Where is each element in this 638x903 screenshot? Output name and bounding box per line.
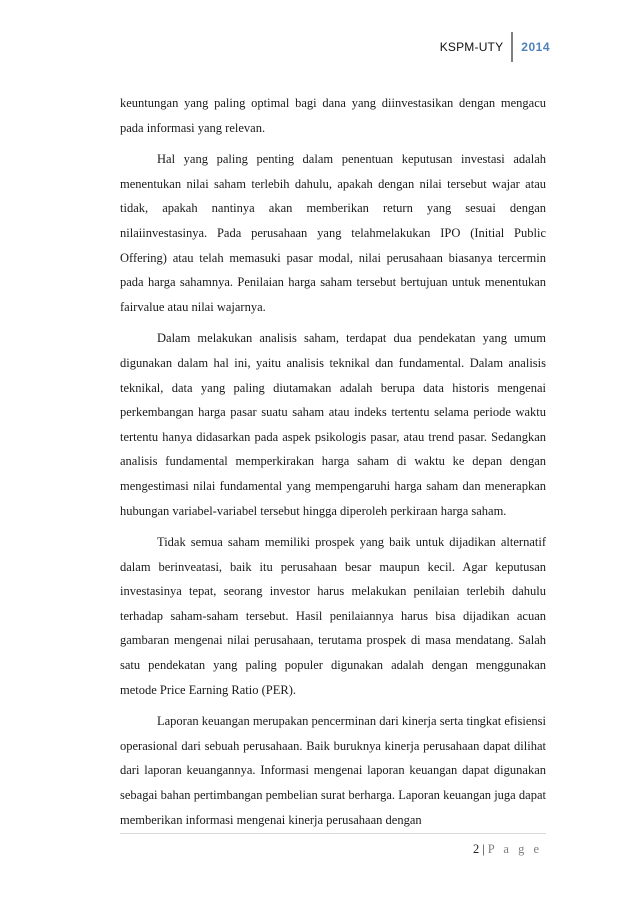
footer-divider xyxy=(120,833,546,834)
body-text xyxy=(120,91,546,839)
paragraph-1: keuntungan yang paling optimal bagi dana yang diinvestasikan dengan mengacu pada informasi yang relevan. xyxy=(120,96,546,135)
header-organization: KSPM-UTY xyxy=(439,40,504,54)
page-number: 2 xyxy=(473,842,480,856)
paragraph-5: Laporan keuangan merupakan pencerminan dari kinerja serta tingkat efisiensi operasional dari sebuah perusahaan. Baik buruknya kinerja perusahaan dapat dilihat dari laporan keuangannya. Informasi mengenai laporan keuangan dapat digunakan sebagai bahan pertimbangan pembelian surat berharga. Laporan keuangan juga dapat memberikan informasi mengenai kinerja perusahaan dengan xyxy=(120,714,546,827)
footer-separator: | xyxy=(482,842,485,856)
paragraph-4: Tidak semua saham memiliki prospek yang baik untuk dijadikan alternatif dalam berinveatasi, baik itu perusahaan besar maupun kecil. Agar keputusan investasinya tepat, seorang investor harus melakukan penilaian terlebih dahulu terhadap saham-saham tersebut. Hasil penilaiannya harus bisa dijadikan acuan gambaran mengenai nilai perusahaan, terutama prospek di masa mendatang. Salah satu pendekatan yang paling populer digunakan adalah dengan menggunakan metode Price Earning Ratio (PER). xyxy=(120,535,546,697)
paragraph-3: Dalam melakukan analisis saham, terdapat dua pendekatan yang umum digunakan dalam hal ini, yaitu analisis teknikal dan fundamental. Dalam analisis teknikal, data yang paling diutamakan adalah berupa data historis mengenai perkembangan harga pasar suatu saham atau indeks tertentu selama periode waktu tertentu hanya didasarkan pada aspek psikologis pasar, atau trend pasar. Sedangkan analisis fundamental memperkirakan harga saham di waktu ke depan dengan mengestimasi nilai fundamental yang mempengaruhi harga saham dan menerapkan hubungan variabel-variabel tersebut hingga diperoleh perkiraan harga saham. xyxy=(120,331,546,518)
header-year: 2014 xyxy=(521,40,550,54)
paragraph-2: Hal yang paling penting dalam penentuan keputusan investasi adalah menentukan nilai saham terlebih dahulu, apakah dengan nilai tersebut wajar atau tidak, apakah nantinya akan memberikan return yang sesuai dengan nilaiinvestasinya. Pada perusahaan yang telahmelakukan IPO (Initial Public Offering) atau telah memasuki pasar modal, nilai perusahaan biasanya tercermin pada harga sahamnya. Penilaian harga saham tersebut bertujuan untuk menentukan fairvalue atau nilai wajarnya. xyxy=(120,152,546,314)
page-footer xyxy=(473,842,542,857)
page-header xyxy=(440,32,550,62)
page-label: P a g e xyxy=(487,842,542,856)
